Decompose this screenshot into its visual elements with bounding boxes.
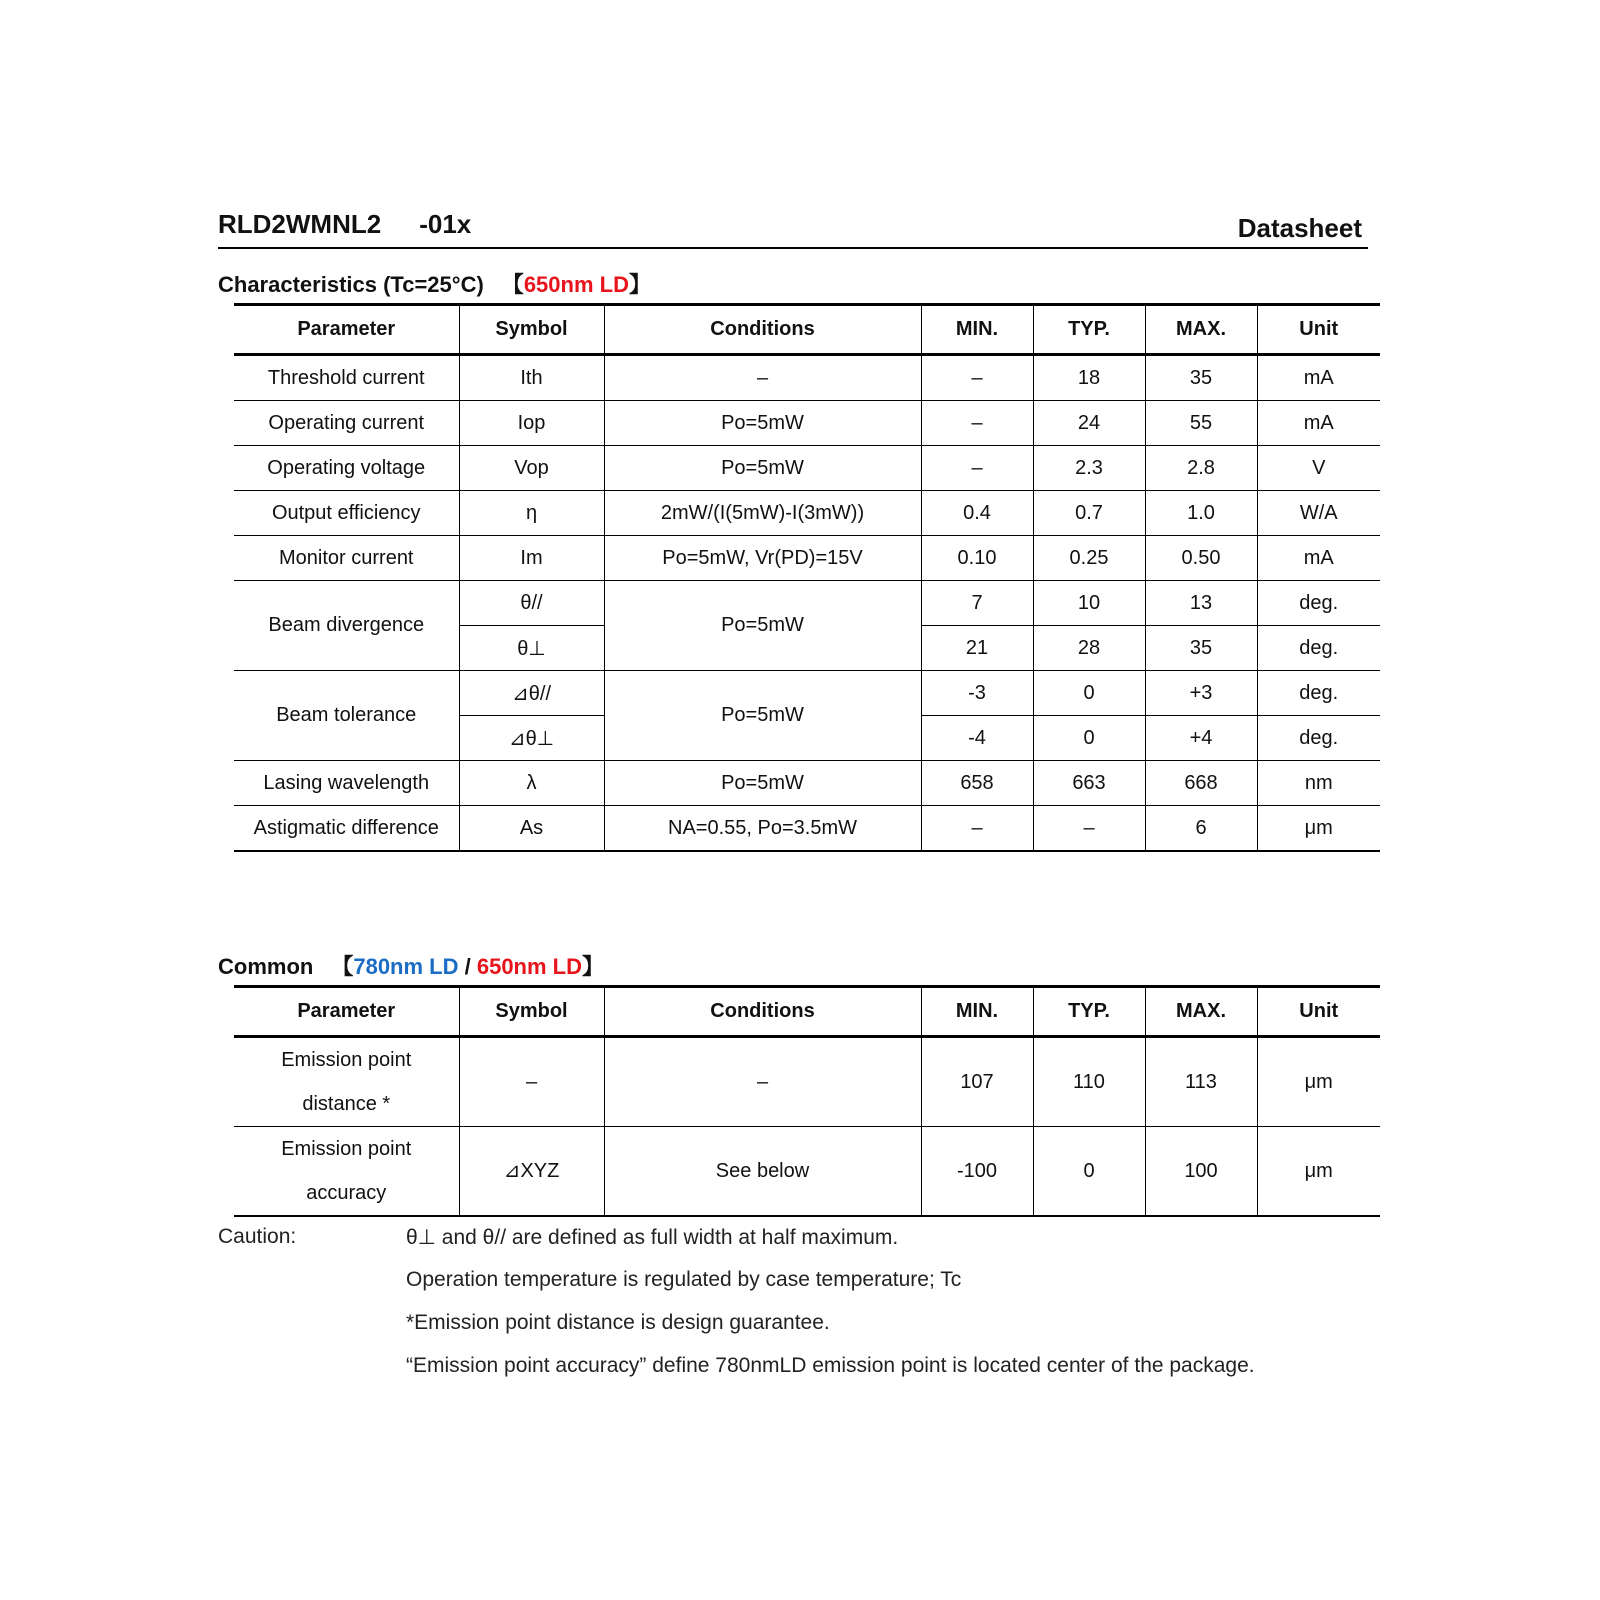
unit-cell: deg.	[1257, 716, 1380, 761]
unit-cell: deg.	[1257, 581, 1380, 626]
param-cell: Monitor current	[234, 536, 459, 581]
symbol-cell: Vop	[459, 446, 604, 491]
max-cell: 35	[1145, 355, 1257, 401]
typ-cell: 663	[1033, 761, 1145, 806]
min-cell: –	[921, 355, 1033, 401]
max-cell: 2.8	[1145, 446, 1257, 491]
col-header-parameter: Parameter	[234, 305, 459, 355]
typ-cell: 24	[1033, 401, 1145, 446]
conditions-cell: Po=5mW	[604, 761, 921, 806]
characteristics-title-text: Characteristics (Tc=25°C)	[218, 272, 484, 297]
common-title	[218, 950, 604, 981]
common-tag-650: 650nm LD	[476, 954, 582, 979]
symbol-cell: θ//	[459, 581, 604, 626]
symbol-cell: ⊿θ⊥	[459, 716, 604, 761]
unit-cell: μm	[1257, 1037, 1380, 1127]
min-cell: 21	[921, 626, 1033, 671]
caution-lines	[406, 1225, 1406, 1397]
typ-cell: 10	[1033, 581, 1145, 626]
symbol-cell: Im	[459, 536, 604, 581]
characteristics-tag: 650nm LD	[523, 272, 629, 297]
min-cell: –	[921, 401, 1033, 446]
symbol-cell: η	[459, 491, 604, 536]
min-cell: -3	[921, 671, 1033, 716]
typ-cell: 2.3	[1033, 446, 1145, 491]
col-header-symbol: Symbol	[459, 987, 604, 1037]
tag-separator: /	[458, 954, 477, 979]
min-cell: –	[921, 806, 1033, 852]
typ-cell: 0	[1033, 1127, 1145, 1217]
caution-label: Caution:	[218, 1225, 297, 1248]
caution-line: “Emission point accuracy” define 780nmLD emission point is located center of the package.	[406, 1354, 1255, 1377]
characteristics-title	[218, 268, 651, 299]
conditions-cell: See below	[604, 1127, 921, 1217]
characteristics-table	[234, 303, 1380, 852]
table-row	[234, 446, 1380, 491]
caution-line: *Emission point distance is design guarantee.	[406, 1311, 830, 1334]
param-cell: Beam divergence	[234, 581, 459, 671]
conditions-cell: Po=5mW	[604, 446, 921, 491]
col-header-conditions: Conditions	[604, 987, 921, 1037]
bracket-close: 】	[582, 954, 605, 979]
min-cell: -100	[921, 1127, 1033, 1217]
col-header-conditions: Conditions	[604, 305, 921, 355]
common-tag-780: 780nm LD	[353, 954, 459, 979]
common-table	[234, 985, 1380, 1217]
symbol-cell: ⊿θ//	[459, 671, 604, 716]
param-cell: Output efficiency	[234, 491, 459, 536]
col-header-parameter: Parameter	[234, 987, 459, 1037]
model-suffix: -01x	[419, 209, 472, 239]
symbol-cell: Iop	[459, 401, 604, 446]
col-header-min: MIN.	[921, 987, 1033, 1037]
param-cell	[234, 1127, 459, 1217]
param-cell	[234, 1037, 459, 1127]
param-cell: Lasing wavelength	[234, 761, 459, 806]
conditions-cell: –	[604, 355, 921, 401]
conditions-cell: Po=5mW	[604, 671, 921, 761]
unit-cell: mA	[1257, 536, 1380, 581]
min-cell: 0.4	[921, 491, 1033, 536]
conditions-cell: –	[604, 1037, 921, 1127]
max-cell: 113	[1145, 1037, 1257, 1127]
table-row	[234, 536, 1380, 581]
typ-cell: 0	[1033, 671, 1145, 716]
max-cell: 0.50	[1145, 536, 1257, 581]
doc-type-label: Datasheet	[1237, 213, 1362, 243]
max-cell: 13	[1145, 581, 1257, 626]
typ-cell: 18	[1033, 355, 1145, 401]
unit-cell: nm	[1257, 761, 1380, 806]
col-header-typ: TYP.	[1033, 987, 1145, 1037]
min-cell: -4	[921, 716, 1033, 761]
param-line-1: Emission point	[281, 1138, 412, 1160]
min-cell: 7	[921, 581, 1033, 626]
param-cell: Operating voltage	[234, 446, 459, 491]
bracket-open: 【	[331, 954, 354, 979]
max-cell: +3	[1145, 671, 1257, 716]
col-header-max: MAX.	[1145, 305, 1257, 355]
param-cell: Operating current	[234, 401, 459, 446]
col-header-symbol: Symbol	[459, 305, 604, 355]
unit-cell: mA	[1257, 355, 1380, 401]
max-cell: +4	[1145, 716, 1257, 761]
symbol-cell: θ⊥	[459, 626, 604, 671]
conditions-cell: NA=0.55, Po=3.5mW	[604, 806, 921, 852]
bracket-close: 】	[628, 272, 651, 297]
max-cell: 668	[1145, 761, 1257, 806]
table-row	[234, 355, 1380, 401]
col-header-unit: Unit	[1257, 987, 1380, 1037]
common-title-text: Common	[218, 954, 314, 979]
model-name: RLD2WMNL2	[218, 209, 382, 239]
table-row	[234, 671, 1380, 716]
conditions-cell: Po=5mW, Vr(PD)=15V	[604, 536, 921, 581]
bracket-open: 【	[501, 272, 524, 297]
unit-cell: deg.	[1257, 626, 1380, 671]
unit-cell: μm	[1257, 1127, 1380, 1217]
unit-cell: W/A	[1257, 491, 1380, 536]
conditions-cell: Po=5mW	[604, 581, 921, 671]
typ-cell: 0.7	[1033, 491, 1145, 536]
typ-cell: 28	[1033, 626, 1145, 671]
unit-cell: deg.	[1257, 671, 1380, 716]
param-line-2: distance *	[302, 1093, 391, 1115]
col-header-min: MIN.	[921, 305, 1033, 355]
min-cell: 658	[921, 761, 1033, 806]
col-header-max: MAX.	[1145, 987, 1257, 1037]
model-number	[218, 209, 471, 240]
caution-line: Operation temperature is regulated by case temperature; Tc	[406, 1268, 962, 1291]
typ-cell: 0	[1033, 716, 1145, 761]
max-cell: 35	[1145, 626, 1257, 671]
unit-cell: V	[1257, 446, 1380, 491]
min-cell: –	[921, 446, 1033, 491]
symbol-cell: λ	[459, 761, 604, 806]
symbol-cell: Ith	[459, 355, 604, 401]
param-line-1: Emission point	[281, 1049, 412, 1071]
typ-cell: 110	[1033, 1037, 1145, 1127]
table-row	[234, 806, 1380, 852]
conditions-cell: 2mW/(I(5mW)-I(3mW))	[604, 491, 921, 536]
param-cell: Threshold current	[234, 355, 459, 401]
table-row	[234, 1037, 1380, 1127]
min-cell: 0.10	[921, 536, 1033, 581]
col-header-typ: TYP.	[1033, 305, 1145, 355]
typ-cell: –	[1033, 806, 1145, 852]
param-cell: Beam tolerance	[234, 671, 459, 761]
unit-cell: mA	[1257, 401, 1380, 446]
symbol-cell: –	[459, 1037, 604, 1127]
max-cell: 55	[1145, 401, 1257, 446]
table-header-row	[234, 987, 1380, 1037]
param-cell: Astigmatic difference	[234, 806, 459, 852]
table-row	[234, 581, 1380, 626]
col-header-unit: Unit	[1257, 305, 1380, 355]
max-cell: 1.0	[1145, 491, 1257, 536]
max-cell: 100	[1145, 1127, 1257, 1217]
conditions-cell: Po=5mW	[604, 401, 921, 446]
min-cell: 107	[921, 1037, 1033, 1127]
max-cell: 6	[1145, 806, 1257, 852]
table-row	[234, 491, 1380, 536]
unit-cell: μm	[1257, 806, 1380, 852]
table-header-row	[234, 305, 1380, 355]
typ-cell: 0.25	[1033, 536, 1145, 581]
table-row	[234, 761, 1380, 806]
document-header	[218, 205, 1368, 249]
symbol-cell: ⊿XYZ	[459, 1127, 604, 1217]
param-line-2: accuracy	[306, 1182, 387, 1204]
symbol-cell: As	[459, 806, 604, 852]
table-row	[234, 401, 1380, 446]
caution-line: θ⊥ and θ// are defined as full width at half maximum.	[406, 1226, 899, 1249]
table-row	[234, 1127, 1380, 1217]
